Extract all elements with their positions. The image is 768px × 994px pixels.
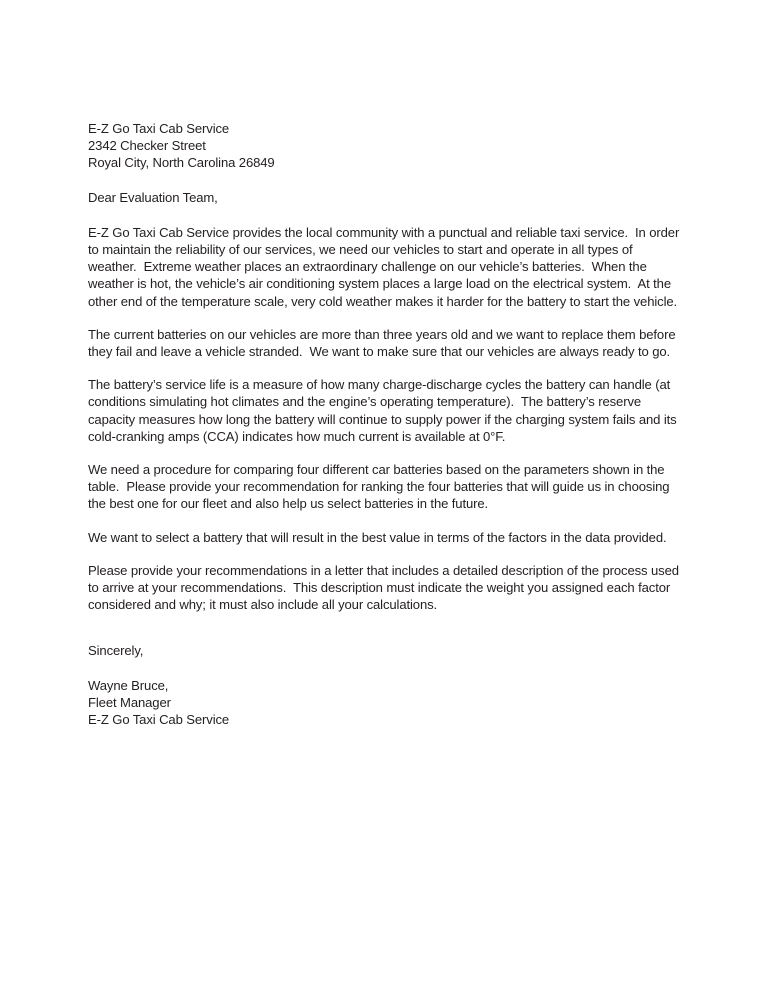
body-paragraph-5: We want to select a battery that will result in the best value in terms of the factors in the data provided. (88, 529, 667, 545)
signature-title: Fleet Manager (88, 694, 171, 710)
closing-salutation: Sincerely, (88, 643, 144, 659)
body-paragraph-6: Please provide your recommendations in a letter that includes a detailed description of the process used to arrive at your recommendations. This description must indicate the weight you assigned each factor considered and why; it must also include all your calculations. (88, 562, 683, 613)
body-paragraph-1: E-Z Go Taxi Cab Service provides the local community with a punctual and reliable taxi service. In order to maintain the reliability of our services, we need our vehicles to start and operate in all types of weather. Extreme weather places an extraordinary challenge on our vehicle’s batteries. When the weather is hot, the vehicle’s air conditioning system places a large load on the electrical system. At the other end of the temperature scale, very cold weather makes it harder for the battery to start the vehicle. (88, 224, 683, 309)
body-paragraph-2: The current batteries on our vehicles are more than three years old and we want to replace them before they fail and leave a vehicle stranded. We want to make sure that our vehicles are always ready to go. (88, 326, 680, 360)
sender-address (88, 120, 682, 172)
body-paragraph-4: We need a procedure for comparing four different car batteries based on the parameters shown in the table. Please provide your recommendation for ranking the four batteries that will guide us in choosing the best one for our fleet and also help us select batteries in the future. (88, 462, 673, 512)
signature-name: Wayne Bruce, (88, 677, 169, 693)
body-paragraph-3: The battery’s service life is a measure of how many charge-discharge cycles the battery can handle (at conditions simulating hot climates and the engine’s operating temperature). The battery’s reserve capacity measures how long the battery will continue to supply power if the charging system fails and its cold-cranking amps (CCA) indicates how much current is available at 0°F. (88, 377, 681, 444)
letter-body (88, 120, 682, 728)
salutation: Dear Evaluation Team, (88, 189, 218, 205)
sender-address-line-3: Royal City, North Carolina 26849 (88, 155, 275, 171)
signature-company: E-Z Go Taxi Cab Service (88, 712, 230, 728)
sender-address-line-2: 2342 Checker Street (88, 138, 206, 154)
sender-address-line-1: E-Z Go Taxi Cab Service (88, 121, 230, 136)
signature-block (88, 677, 682, 729)
